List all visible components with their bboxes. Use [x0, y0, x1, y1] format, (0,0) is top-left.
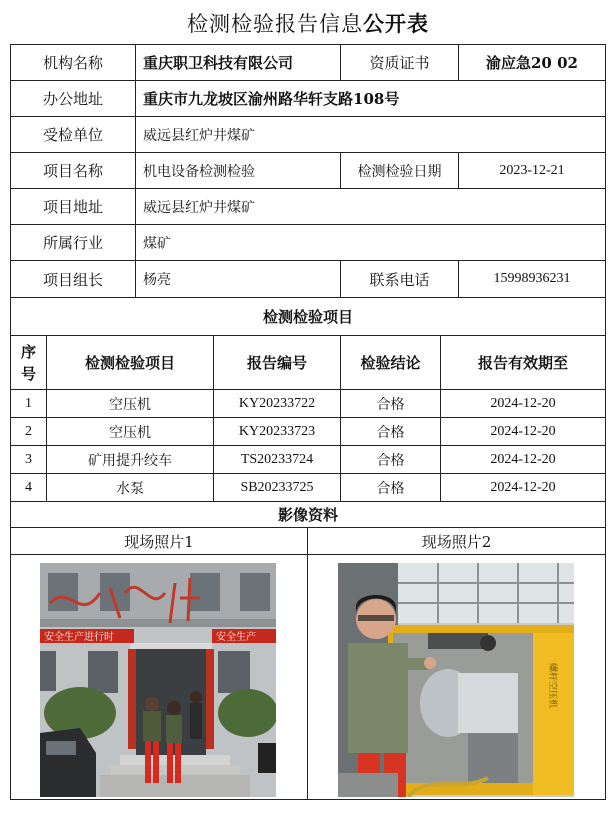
header-report-no: 报告编号	[246, 354, 307, 372]
item-name: 矿用提升绞车	[88, 452, 172, 469]
phone-label: 联系电话	[369, 270, 430, 289]
header-item: 检测检验项目	[84, 354, 175, 372]
project-value: 机电设备检测检验	[143, 163, 255, 180]
date-label: 检测检验日期	[357, 163, 442, 180]
page-title	[0, 8, 616, 38]
site-photo-2-drawing	[338, 563, 574, 797]
header-seq-line1: 序	[20, 342, 36, 361]
item-name: 空压机	[109, 424, 151, 441]
item-valid-until: 2024-12-20	[490, 423, 556, 439]
industry-label: 所属行业	[42, 234, 103, 252]
inspected-label: 受检单位	[42, 126, 103, 144]
images-section-title: 影像资料	[277, 506, 338, 524]
photo1-banner-right: 安全生产	[216, 632, 256, 643]
photo2-label: 现场照片2	[421, 532, 492, 551]
site-photo-1	[40, 563, 276, 797]
site-label: 项目地址	[42, 198, 103, 216]
project-label: 项目名称	[42, 162, 103, 180]
col-line	[307, 527, 308, 800]
header-seq	[11, 336, 46, 389]
site-photo-2	[338, 563, 574, 797]
phone-value: 15998936231	[493, 271, 571, 286]
item-seq: 4	[25, 479, 32, 495]
item-valid-until: 2024-12-20	[490, 479, 556, 495]
cert-value: 渝应急20 02	[486, 54, 578, 72]
org-label: 机构名称	[42, 54, 103, 72]
item-seq: 1	[25, 395, 32, 411]
item-valid-until: 2024-12-20	[490, 395, 556, 411]
header-valid-until: 报告有效期至	[477, 354, 568, 372]
item-name: 水泵	[116, 480, 144, 497]
items-section-title: 检测检验项目	[262, 308, 353, 326]
cert-label: 资质证书	[369, 54, 430, 72]
photo1-label: 现场照片1	[124, 532, 194, 551]
item-result: 合格	[376, 480, 405, 497]
leader-label: 项目组长	[42, 270, 103, 289]
title-prefix: 检测检验报告信息	[187, 12, 363, 36]
address-label: 办公地址	[42, 90, 103, 108]
leader-value: 杨亮	[143, 272, 171, 288]
header-result: 检验结论	[360, 354, 421, 372]
item-seq: 3	[25, 451, 32, 467]
item-result: 合格	[376, 396, 405, 413]
item-report-no: KY20233722	[238, 395, 316, 411]
title-bold: 公开表	[363, 11, 429, 36]
item-result: 合格	[376, 424, 405, 441]
industry-value: 煤矿	[143, 235, 171, 252]
photo1-banner-left: 安全生产进行时	[44, 632, 114, 643]
address-value: 重庆市九龙坡区渝州路华轩支路108号	[143, 90, 400, 108]
item-result: 合格	[376, 452, 405, 469]
item-report-no: KY20233723	[238, 423, 316, 439]
photo2-machine-text: 螺杆空压机	[547, 663, 557, 709]
date-value: 2023-12-21	[499, 162, 565, 178]
header-seq-line2: 号	[20, 364, 36, 383]
item-report-no: TS20233724	[240, 451, 314, 467]
inspected-value: 威远县红炉井煤矿	[143, 127, 255, 144]
row-line	[10, 554, 606, 555]
site-photo-1-drawing	[40, 563, 276, 797]
site-value: 威远县红炉井煤矿	[143, 199, 255, 216]
item-seq: 2	[25, 423, 32, 439]
item-name: 空压机	[109, 396, 151, 413]
org-value: 重庆职卫科技有限公司	[143, 54, 294, 72]
item-report-no: SB20233725	[240, 479, 314, 495]
item-valid-until: 2024-12-20	[490, 451, 556, 467]
